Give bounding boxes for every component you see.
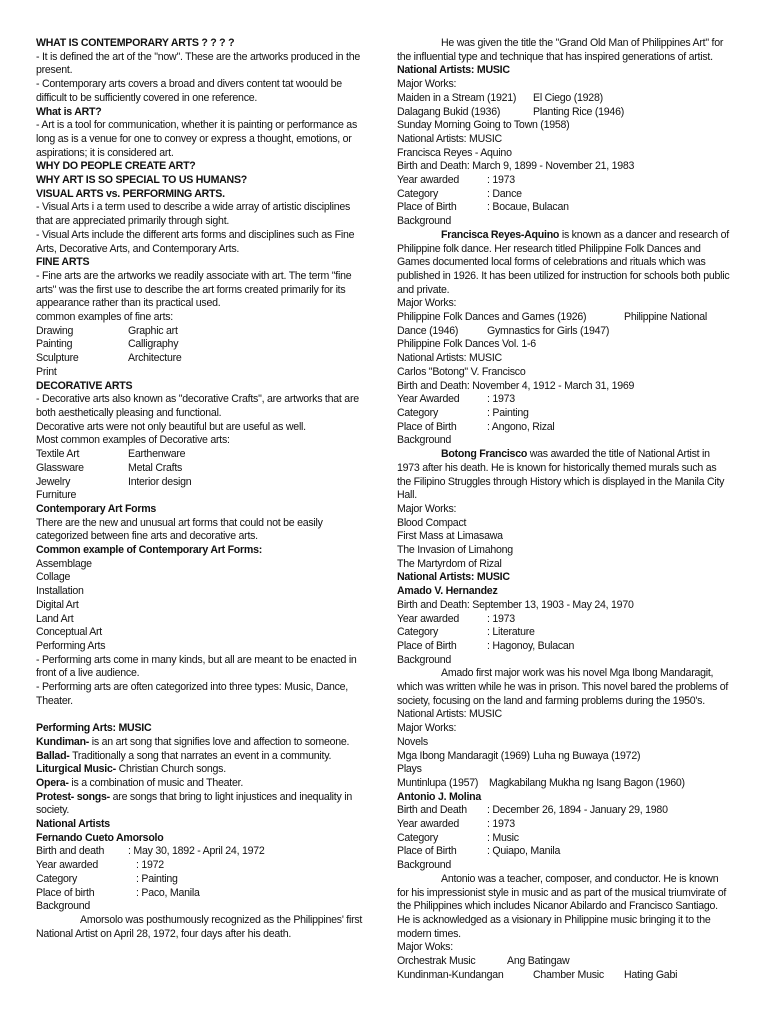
definition-protest: Protest- songs- are songs that bring to light injustices and inequality in society.: [36, 790, 352, 817]
background-label: Background: [397, 215, 452, 228]
artist-info-row: Category : Painting: [36, 872, 178, 885]
list-item: Installation: [36, 585, 84, 598]
artist-name-amorsolo: Fernando Cueto Amorsolo: [36, 831, 164, 844]
artist-info-row: Place of Birth : Bocaue, Bulacan: [397, 201, 569, 214]
works-row: Orchestrak Music Ang Batingaw: [397, 955, 570, 968]
works-row: Kundinman-Kundangan Chamber Music Hating Gabi: [397, 968, 678, 981]
decorative-examples-label: Most common examples of Decorative arts:: [36, 434, 230, 447]
list-item: Blood Compact: [397, 516, 467, 529]
artist-info-row: Category : Music: [397, 831, 519, 844]
heading-fine-arts: FINE ARTS: [36, 256, 90, 269]
artist-name-aquino: Francisca Reyes - Aquino: [397, 146, 512, 159]
list-item: Performing Arts: [36, 639, 106, 652]
background-label: Background: [397, 434, 452, 447]
left-column: [36, 37, 368, 941]
works-row: Dalagang Bukid (1936) Planting Rice (1946): [397, 105, 624, 118]
list-item: Assemblage: [36, 557, 92, 570]
fine-example-row: Sculpture Architecture: [36, 352, 182, 365]
definition-ballad: Ballad- Traditionally a song that narrates an event in a community.: [36, 749, 332, 762]
list-item: Conceptual Art: [36, 626, 102, 639]
paragraph-amorsolo-background: Amorsolo was posthumously recognized as the Philippines' first National Artist on April 28, 1972, four days after his death.: [36, 913, 363, 940]
major-works-label: Major Works:: [397, 502, 457, 515]
works-row: Sunday Morning Going to Town (1958): [397, 119, 570, 132]
category-label: National Artists: MUSIC: [397, 132, 502, 145]
spacer: [36, 708, 368, 722]
works-row: Philippine Folk Dances and Games (1926) Philippine National: [397, 311, 708, 324]
heading-decorative-arts: DECORATIVE ARTS: [36, 379, 133, 392]
artist-birth-death: Birth and Death: November 4, 1912 - March 31, 1969: [397, 379, 635, 392]
works-row: Mga Ibong Mandaragit (1969) Luha ng Buwaya (1972): [397, 749, 641, 762]
heading-national-artists-music: National Artists: MUSIC: [397, 64, 510, 77]
artist-birth-death: Birth and Death: March 9, 1899 - November 21, 1983: [397, 160, 635, 173]
list-item: Land Art: [36, 612, 74, 625]
list-item: Digital Art: [36, 598, 79, 611]
category-label: National Artists: MUSIC: [397, 708, 502, 721]
paragraph-visual-term: - Visual Arts i a term used to describe a wide array of artistic disciplines that are appreciated primarily through sight.: [36, 201, 351, 228]
major-works-label: Major Works:: [397, 722, 457, 735]
artist-info-row: Birth and Death : December 26, 1894 - January 29, 1980: [397, 804, 668, 817]
paragraph-hernandez-background: Amado first major work was his novel Mga Ibong Mandaragit, which was written while he was in prison. This novel bared the problems of society, focusing on the land and farming problems during the 1950's.: [397, 667, 729, 707]
artist-birth-death: Birth and Death: September 13, 1903 - May 24, 1970: [397, 598, 634, 611]
heading-performing-arts-music: Performing Arts: MUSIC: [36, 722, 152, 735]
artist-info-row: Birth and death : May 30, 1892 - April 24, 1972: [36, 845, 265, 858]
definition-liturgical: Liturgical Music- Christian Church songs.: [36, 763, 226, 776]
paragraph-art-tool: - Art is a tool for communication, whether it is painting or performance as long as is a venue for one to convey or express a thought, emotions, or aspirations; it is considered art.: [36, 119, 357, 159]
paragraph-molina-background: Antonio was a teacher, composer, and conductor. He is known for his impressionist style in music and as part of the musical triumvirate of the Philippines which includes Nicanor Abilardo and Francisco Santiago. He is acknowledged as a visionary in Philippine music bringing it to the modern times.: [397, 872, 727, 940]
paragraph-decorative-useful: Decorative arts were not only beautiful but are useful as well.: [36, 420, 306, 433]
paragraph-covers: - Contemporary arts covers a broad and divers content tat woould be difficult to be sufficiently covered in one reference.: [36, 78, 342, 104]
paragraph-amorsolo-continued: He was given the title the "Grand Old Man of Philippines Art" for the influential type and technique that has inspired generations of artist.: [397, 37, 724, 63]
plays-label: Plays: [397, 763, 422, 776]
artist-info-row: Category : Literature: [397, 626, 535, 639]
heading-national-artists: National Artists: [36, 818, 110, 831]
works-row: Maiden in a Stream (1921) El Ciego (1928): [397, 91, 603, 104]
novels-label: Novels: [397, 735, 428, 748]
decorative-example-row: Furniture: [36, 489, 77, 502]
heading-what-is-contemporary-arts: WHAT IS CONTEMPORARY ARTS ? ? ? ?: [36, 37, 235, 49]
paragraph-performing-2: - Performing arts are often categorized into three types: Music, Dance, Theater.: [36, 681, 348, 707]
major-works-label: Major Woks:: [397, 941, 453, 954]
paragraph-aquino-background: Francisca Reyes-Aquino is known as a dancer and research of Philippine folk dance. Her research titled Philippine Folk Dances and Games documented local forms of celebrations and rituals which was published in 1926. It has been utilized for instruction for schools both public and private.: [397, 228, 730, 296]
artist-info-row: Category : Painting: [397, 406, 529, 419]
list-item: The Martyrdom of Rizal: [397, 557, 502, 570]
artist-name-francisco: Carlos "Botong" V. Francisco: [397, 365, 526, 378]
decorative-example-row: Textile Art Earthenware: [36, 448, 186, 461]
list-item: The Invasion of Limahong: [397, 544, 513, 557]
paragraph-now: - It is defined the art of the "now". These are the artworks produced in the present.: [36, 50, 360, 77]
artist-info-row: Category : Dance: [397, 187, 522, 200]
paragraph-visual-include: - Visual Arts include the different arts forms and disciplines such as Fine Arts, Decorative Arts, and Contemporary Arts.: [36, 228, 355, 255]
artist-info-row: Place of Birth : Hagonoy, Bulacan: [397, 639, 575, 652]
definition-kundiman: Kundiman- is an art song that signifies love and affection to someone.: [36, 735, 350, 748]
paragraph-contemporary: There are the new and unusual art forms that could not be easily categorized between fine arts and decorative arts.: [36, 516, 323, 543]
heading-contemporary-art-forms: Contemporary Art Forms: [36, 502, 157, 515]
fine-example-row: Print: [36, 365, 57, 378]
artist-info-row: Place of birth : Paco, Manila: [36, 886, 200, 899]
paragraph-performing-1: - Performing arts come in many kinds, but all are meant to be enacted in front of a live audience.: [36, 653, 357, 680]
heading-what-is-art: What is ART?: [36, 105, 102, 118]
artist-info-row: Year awarded : 1973: [397, 174, 515, 187]
artist-info-row: Year Awarded : 1973: [397, 393, 515, 406]
major-works-label: Major Works:: [397, 78, 457, 91]
artist-info-row: Year awarded : 1972: [36, 859, 164, 872]
background-label: Background: [397, 859, 452, 872]
paragraph-fine-arts: - Fine arts are the artworks we readily associate with art. The term "fine arts" was the first use to describe the art forms created primarily for its appearance rather than its practical used.: [36, 269, 352, 310]
heading-visual-vs-performing: VISUAL ARTS vs. PERFORMING ARTS.: [36, 187, 225, 200]
decorative-example-row: Glassware Metal Crafts: [36, 461, 183, 474]
fine-example-row: Drawing Graphic art: [36, 324, 178, 337]
category-label: National Artists: MUSIC: [397, 352, 502, 365]
heading-why-create-art: WHY DO PEOPLE CREATE ART?: [36, 160, 196, 173]
heading-why-art-special: WHY ART IS SO SPECIAL TO US HUMANS?: [36, 174, 247, 187]
fine-examples-label: common examples of fine arts:: [36, 311, 174, 324]
artist-info-row: Place of Birth : Angono, Rizal: [397, 420, 555, 433]
works-row: Muntinlupa (1957) Magkabilang Mukha ng Isang Bagon (1960): [397, 776, 685, 789]
background-label: Background: [36, 900, 91, 913]
works-row: Dance (1946) Gymnastics for Girls (1947): [397, 324, 610, 337]
major-works-label: Major Works:: [397, 297, 457, 310]
artist-name-hernandez: Amado V. Hernandez: [397, 585, 498, 598]
fine-example-row: Painting Calligraphy: [36, 338, 179, 351]
background-label: Background: [397, 653, 452, 666]
paragraph-francisco-background: Botong Francisco was awarded the title of National Artist in 1973 after his death. He is known for historically themed murals such as the Filipino Struggles through History which is displayed in the Manila City Hall.: [397, 448, 725, 502]
artist-name-molina: Antonio J. Molina: [397, 790, 482, 803]
list-item: First Mass at Limasawa: [397, 530, 503, 543]
artist-info-row: Year awarded : 1973: [397, 818, 515, 831]
heading-common-example: Common example of Contemporary Art Forms:: [36, 544, 262, 557]
list-item: Collage: [36, 571, 71, 584]
artist-info-row: Place of Birth : Quiapo, Manila: [397, 845, 561, 858]
artist-info-row: Year awarded : 1973: [397, 612, 515, 625]
heading-national-artists-music: National Artists: MUSIC: [397, 571, 510, 584]
works-row: Philippine Folk Dances Vol. 1-6: [397, 338, 536, 351]
definition-opera: Opera- is a combination of music and Theater.: [36, 776, 244, 789]
decorative-example-row: Jewelry Interior design: [36, 475, 192, 488]
paragraph-decorative: - Decorative arts also known as "decorative Crafts", are artworks that are both aesthetically pleasing and functional.: [36, 393, 359, 419]
right-column: [397, 37, 732, 983]
